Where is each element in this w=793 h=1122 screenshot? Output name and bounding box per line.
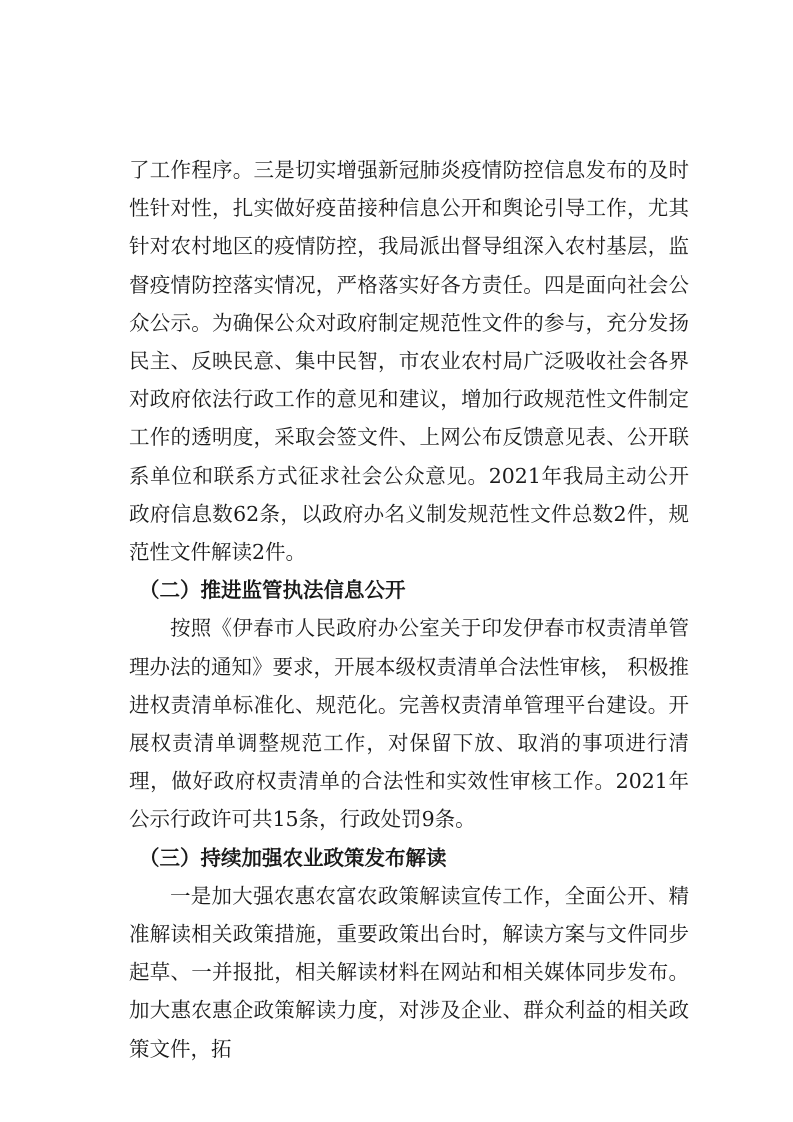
section-heading-policy-interpretation: （三）持续加强农业政策发布解读 [139,845,447,870]
section-heading-supervision-enforcement: （二）推进监管执法信息公开 [139,578,406,603]
body-paragraph-info-release: 了工作程序。三是切实增强新冠肺炎疫情防控信息发布的及时性针对性，扎实做好疫苗接种信息公开和舆论引导工作，尤其针对农村地区的疫情防控，我局派出督导组深入农村基层，监督疫情防控落实情况，严格落实好各方责任。四是面向社会公众公示。为确保公众对政府制定规范性文件的参与，充分发扬民主、反映民意、集中民智，市农业农村局广泛吸收社会各界对政府依法行政工作的意见和建议，增加行政规范性文件制定工作的透明度，采取会签文件、上网公布反馈意见表、公开联系单位和联系方式征求社会公众意见。2021年我局主动公开政府信息数62条，以政府办名义制发规范性文件总数2件，规范性文件解读2件。 [129,158,689,565]
body-paragraph-power-list: 按照《伊春市人民政府办公室关于印发伊春市权责清单管理办法的通知》要求，开展本级权责清单合法性审核， 积极推进权责清单标准化、规范化。完善权责清单管理平台建设。开展权责清单调整规范工作，对保留下放、取消的事项进行清理，做好政府权责清单的合法性和实效性审核工作。2021年公示行政许可共15条，行政处罚9条。 [129,616,690,832]
body-paragraph-policy-publicity: 一是加大强农惠农富农政策解读宣传工作，全面公开、精准解读相关政策措施，重要政策出台时，解读方案与文件同步起草、一并报批，相关解读材料在网站和相关媒体同步发布。加大惠农惠企政策解读力度，对涉及企业、群众利益的相关政策文件，拓 [129,883,689,1061]
document-body [129,151,689,1068]
